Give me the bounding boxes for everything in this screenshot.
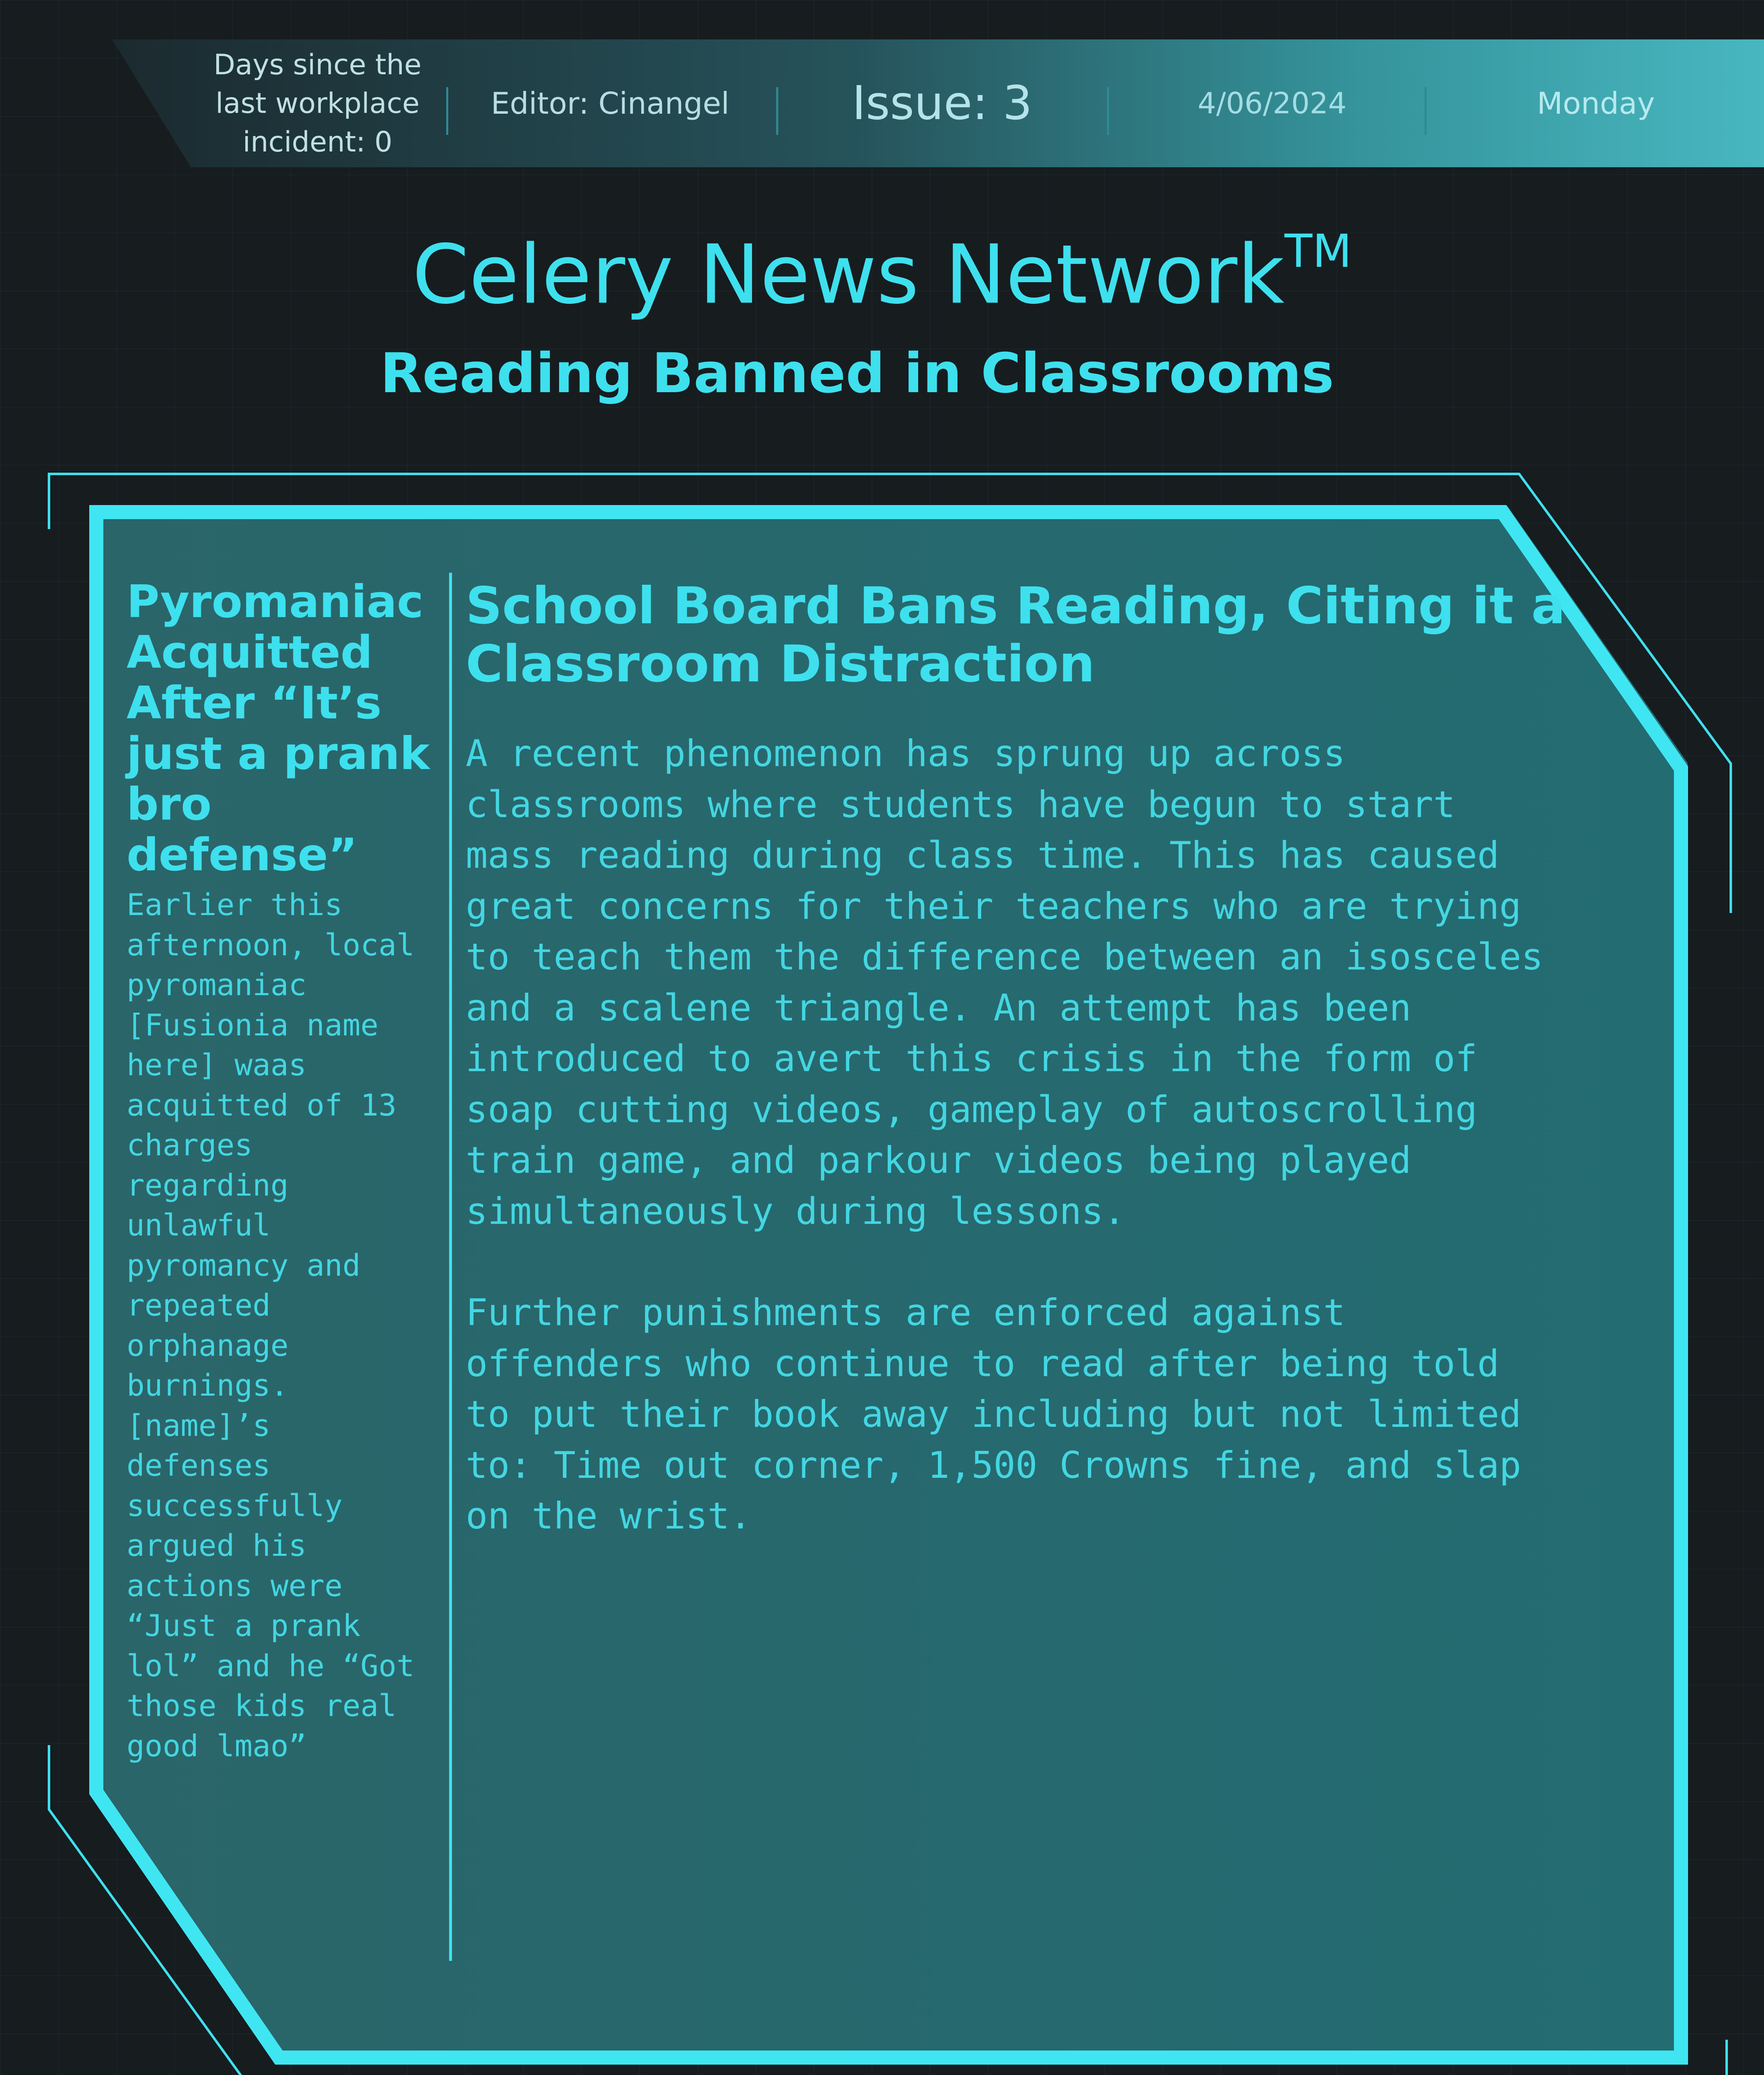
incident-counter-text: Days since the last workplace incident: 0 [213,48,422,159]
issue-number-text: Issue: 3 [852,76,1033,130]
main-article-paragraph: Further punishments are enforced against offenders who continue to read after being told to put their book away including but not limited to: Time out corner, 1,500 Crowns fine, and slap on the wrist. [466,1291,1522,1537]
issue-date-text: 4/06/2024 [1197,86,1347,120]
side-article [127,577,442,1766]
main-article-headline: School Board Bans Reading, Citing it a Classroom Distraction [466,576,1566,693]
main-article [466,577,1661,1542]
issue-day-text: Monday [1537,86,1655,121]
trademark-mark: TM [1284,225,1352,278]
column-divider [449,573,452,1961]
masthead-name: Celery News Network [412,227,1285,322]
editor-credit-text: Editor: Cinangel [491,86,730,121]
page-headline: Reading Banned in Classrooms [380,342,1334,405]
main-article-paragraph: A recent phenomenon has sprung up across classrooms where students have begun to start mass reading during class time. This has caused great concerns for their teachers who are trying to teach them the difference between an isosceles and a scalene triangle. An attempt has been introduced to avert this crisis in the form of soap cutting videos, gameplay of autoscrolling train game, and parkour videos being played simultaneously during lessons. [466,732,1544,1233]
side-article-headline: Pyromaniac Acquitted After “It’s just a prank bro defense” [127,576,430,881]
side-article-body: Earlier this afternoon, local pyromaniac [Fusionia name here] waas acquitted of 13 charges regarding unlawful pyromancy and repeated orphanage burnings. [name]’s defenses successfully argued his actions were “Just a prank lol” and he “Got those kids real good lmao” [127,887,415,1763]
